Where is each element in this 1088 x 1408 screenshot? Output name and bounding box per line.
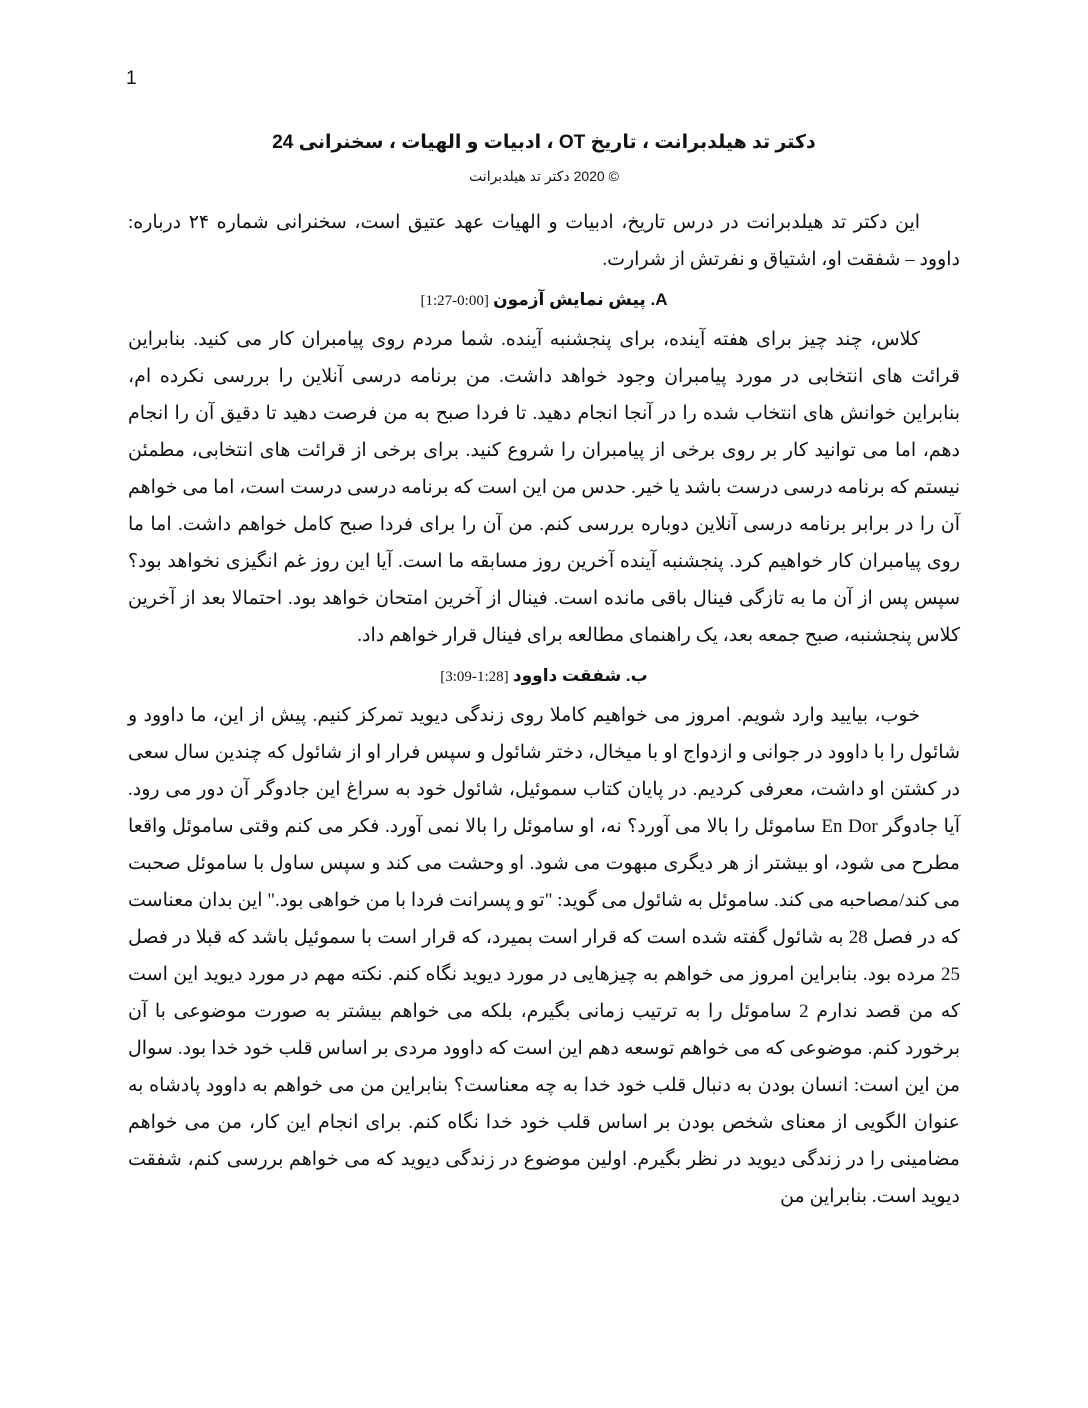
document-body (128, 120, 960, 1215)
intro-paragraph: این دکتر تد هیلدبرانت در درس تاریخ، ادبیات و الهیات عهد عتیق است، سخنرانی شماره ۲۴ درباره: داوود – شفقت او، اشتیاق و نفرتش از شرارت. (128, 212, 960, 270)
page-number: 1 (126, 68, 137, 89)
section-timestamp: [0:00-1:27] (420, 293, 489, 309)
section-paragraph-b: خوب، بیایید وارد شویم. امروز می خواهیم کاملا روی زندگی دیوید تمرکز کنیم. پیش از این، ما داوود و شائول را با داوود در جوانی و ازدواج او با میخال، دختر شائول و سپس فرار او از شائول که چندین سال سعی در کشتن او داشت، معرفی کردیم. در پایان کتاب سموئیل، شائول خود به سراغ این جادوگر آن دور می رود. آیا جادوگر En Dor ساموئل را بالا می آورد؟ نه، او ساموئل را بالا نمی آورد. فکر می کنم وقتی ساموئل واقعا مطرح می شود، او بیشتر از هر دیگری مبهوت می شود. او وحشت می کند و سپس ساول با ساموئل صحبت می کند/مصاحبه می کند. ساموئل به شائول می گوید: "تو و پسرانت فردا با من خواهی بود." این بدان معناست که در فصل 28 به شائول گفته شده است که قرار است بمیرد، که قرار است با سموئیل باشد که قبلا در فصل 25 مرده بود. بنابراین امروز می خواهم به چیزهایی در مورد دیوید نگاه کنم. نکته مهم در مورد دیوید این است که من قصد ندارم 2 ساموئل را به ترتیب زمانی بگیرم، بلکه می خواهم بیشتر به صورت موضوعی با آن برخورد کنم. موضوعی که می خواهم توسعه دهم این است که داوود مردی بر اساس قلب خود خدا بود. سوال من این است: انسان بودن به دنبال قلب خود خدا به چه معناست؟ بنابراین من می خواهم به داوود پادشاه به عنوان الگویی از معنای شخص بودن بر اساس قلب خود خدا نگاه کنم. برای انجام این کار، من می خواهم مضامینی را در زندگی دیوید در نظر بگیرم. اولین موضوع در زندگی دیوید که می خواهم بررسی کنم، شفقت دیوید است. بنابراین من (128, 705, 961, 1207)
section-heading-label: A. پیش نمایش آزمون (493, 290, 668, 309)
section-heading-b (128, 660, 960, 693)
lecture-title: دکتر تد هیلدبرانت ، تاریخ OT ، ادبیات و الهیات ، سخنرانی 24 (272, 132, 816, 153)
copyright-line: © 2020 دکتر تد هیلدبرانت (469, 168, 619, 184)
section-heading-label: ب. شفقت داوود (512, 666, 648, 685)
section-timestamp: [1:28-3:09] (440, 669, 509, 685)
section-heading-a (128, 284, 960, 317)
section-paragraph-a: کلاس، چند چیز برای هفته آینده، برای پنجشنبه آینده. شما مردم روی پیامبران کار می کنید. بنابراین قرائت های انتخابی در مورد پیامبران وجود خواهد داشت. من برنامه درسی آنلاین را بررسی نکرده ام، بنابراین خوانش های انتخاب شده را در آنجا انجام دهید. تا فردا صبح به من فرصت دهید تا دقیق آن را انجام دهم، اما می توانید کار بر روی برخی از پیامبران را شروع کنید. برای برخی از قرائت های انتخابی، مطمئن نیستم که برنامه درسی درست باشد یا خیر. حدس من این است که برنامه درسی درست است، اما می خواهم آن را در برابر برنامه درسی آنلاین دوباره بررسی کنم. من آن را برای فردا صبح کامل خواهم داشت. اما ما روی پیامبران کار خواهیم کرد. پنجشنبه آینده آخرین روز مسابقه ما است. آیا این روز غم انگیزی نخواهد بود؟ سپس پس از آن ما به تازگی فینال باقی مانده است. فینال از آخرین امتحان خواهد بود. احتمالا بعد از آخرین کلاس پنجشنبه، صبح جمعه بعد، یک راهنمای مطالعه برای فینال قرار خواهم داد. (128, 329, 960, 646)
